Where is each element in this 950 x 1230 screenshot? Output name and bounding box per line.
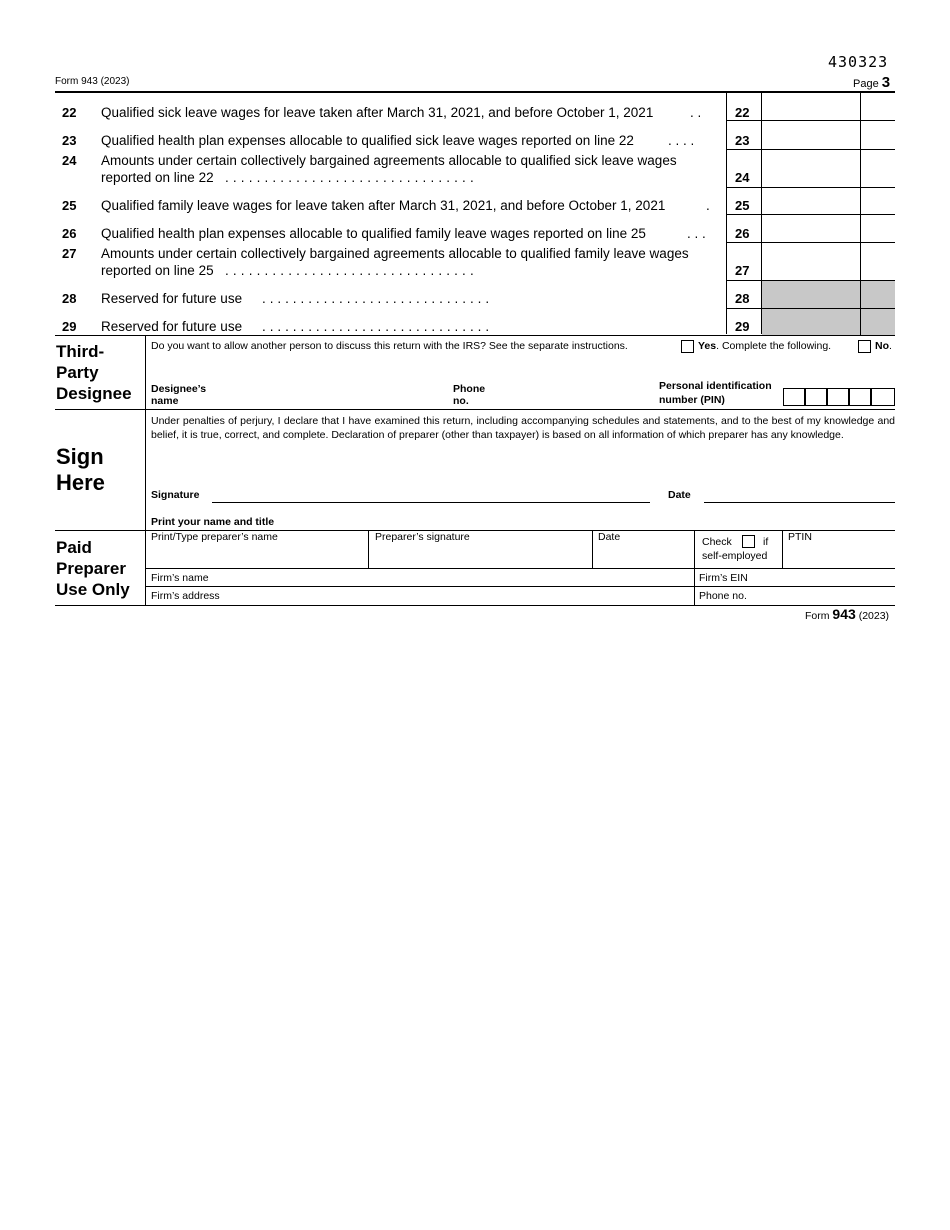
form-footer [805,606,889,622]
ptin-label: PTIN [788,531,812,543]
preparer-name-input[interactable] [146,545,368,568]
line-text: Reserved for future use [101,291,243,306]
preparer-phone-input[interactable] [752,587,895,605]
firm-ein-label: Firm’s EIN [699,572,748,584]
line-dots: . . . . . . . . . . . . . . . . . . . . . . . . . . . . . . . . [225,170,474,185]
line-29-shaded-amount [762,309,895,335]
pin-digit-box[interactable] [805,388,827,406]
line-25-amount[interactable] [762,188,860,214]
page-number: 3 [881,74,891,91]
phone-label-2: no. [453,395,469,407]
line-28-shaded-amount [762,281,895,308]
line-text-continued: reported on line 25 [101,263,214,278]
line-26-cents[interactable] [861,215,895,242]
line-number: 24 [62,153,77,168]
preparer-signature-label: Preparer’s signature [375,531,470,543]
preparer-date-label: Date [598,531,621,543]
preparer-title-3: Use Only [56,580,130,599]
line-22-amount[interactable] [762,93,860,120]
firm-address-label: Firm’s address [151,590,220,602]
section-rule [55,335,895,336]
page-label: Page [853,78,879,90]
firm-address-input[interactable] [225,587,694,605]
firm-ein-input[interactable] [752,569,895,586]
line-text: Reserved for future use [101,319,243,334]
yes-label-group [698,340,831,352]
third-party-title-3: Designee [56,384,132,403]
row-sep [726,280,895,281]
line-number: 25 [62,198,77,213]
line-25-cents[interactable] [861,188,895,214]
signature-line [212,502,650,503]
line-box-number: 22 [735,105,750,120]
phone-no-label: Phone no. [699,590,747,602]
pin-digit-box[interactable] [849,388,871,406]
form-identifier: Form 943 (2023) [55,76,130,87]
print-name-label: Print your name and title [151,516,275,528]
line-27-cents[interactable] [861,243,895,280]
page-indicator [853,74,890,91]
line-26-amount[interactable] [762,215,860,242]
third-party-title-2: Party [56,363,99,382]
preparer-date-input[interactable] [593,545,694,568]
line-box-number: 23 [735,133,750,148]
line-number: 27 [62,246,77,261]
if-label: if [763,536,769,548]
date-label: Date [668,489,691,501]
pin-label-1: Personal identification [659,380,772,392]
line-23-cents[interactable] [861,121,895,149]
self-employed-label: self-employed [702,550,768,562]
line-box-number: 27 [735,263,750,278]
no-suffix: . [889,340,892,352]
line-number: 28 [62,291,77,306]
date-input[interactable] [704,478,895,502]
line-dots: . . . . [668,133,695,148]
ptin-input[interactable] [783,545,895,568]
line-dots: . . . [687,226,706,241]
check-label: Check [702,536,732,548]
pin-digit-box[interactable] [827,388,849,406]
line-text: Qualified sick leave wages for leave taken after March 31, 2021, and before October 1, 2021 [101,105,654,120]
line-box-number: 24 [735,170,750,185]
yes-suffix: . Complete the following. [716,340,832,352]
box-divider [726,92,727,334]
line-number: 26 [62,226,77,241]
line-text: Amounts under certain collectively bargained agreements allocable to qualified sick leave wages [101,153,677,168]
designee-question: Do you want to allow another person to discuss this return with the IRS? See the separate instructions. [151,340,628,352]
line-box-number: 26 [735,226,750,241]
designee-name-label-2: name [151,395,179,407]
footer-form-word: Form [805,610,830,622]
firm-name-label: Firm’s name [151,572,209,584]
designee-name-label-1: Designee’s [151,383,207,395]
perjury-declaration: Under penalties of perjury, I declare that I have examined this return, including accompanying schedules and statements, and to the best of my knowledge and belief, it is true, correct, and complete. Declaration of preparer (other than taxpayer) is based on all information of which preparer has any knowledge. [151,415,895,441]
footer-form-number: 943 [832,606,856,622]
yes-label: Yes [698,340,717,352]
line-text: Qualified health plan expenses allocable to qualified family leave wages reported on line 25 [101,226,646,241]
line-24-cents[interactable] [861,150,895,187]
footer-year: (2023) [858,610,890,622]
line-text: Qualified health plan expenses allocable to qualified sick leave wages reported on line 22 [101,133,634,148]
no-label: No [875,340,889,352]
line-number: 23 [62,133,77,148]
line-dots: . . . . . . . . . . . . . . . . . . . . . . . . . . . . . . . . [225,263,474,278]
line-dots: . . [690,105,702,120]
self-employed-checkbox[interactable] [742,535,755,548]
sign-title-2: Here [56,470,105,495]
preparer-signature-input[interactable] [369,545,592,568]
preparer-title-2: Preparer [56,559,126,578]
line-22-cents[interactable] [861,93,895,120]
preparer-title-1: Paid [56,538,92,557]
yes-checkbox[interactable] [681,340,694,353]
line-box-number: 29 [735,319,750,334]
preparer-name-label: Print/Type preparer’s name [151,531,278,543]
sign-title-1: Sign [56,444,104,469]
barcode-number: 430323 [828,53,889,71]
line-dots: . [706,198,710,213]
line-number: 22 [62,105,77,120]
line-number: 29 [62,319,77,334]
signature-label: Signature [151,489,200,501]
line-23-amount[interactable] [762,121,860,149]
section-rule [55,605,895,606]
pin-digit-box[interactable] [871,388,895,406]
pin-label-2: number (PIN) [659,394,725,406]
date-line [704,502,895,503]
line-dots: . . . . . . . . . . . . . . . . . . . . . . . . . . . . . . [262,291,490,306]
third-party-title-1: Third- [56,342,105,361]
designee-name-input[interactable] [215,383,445,407]
pin-digit-box[interactable] [783,388,805,406]
line-dots: . . . . . . . . . . . . . . . . . . . . . . . . . . . . . . [262,319,490,334]
designee-phone-input[interactable] [475,383,650,407]
line-27-amount[interactable] [762,243,860,280]
firm-name-input[interactable] [215,569,694,586]
no-checkbox[interactable] [858,340,871,353]
line-24-amount[interactable] [762,150,860,187]
line-text: Amounts under certain collectively bargained agreements allocable to qualified family leave wages [101,246,689,261]
row-sep [726,308,895,309]
signature-input[interactable] [212,478,650,502]
phone-label-1: Phone [453,383,486,395]
section-rule [55,409,895,410]
line-box-number: 25 [735,198,750,213]
no-label-group [875,340,892,352]
line-box-number: 28 [735,291,750,306]
line-text-continued: reported on line 22 [101,170,214,185]
line-text: Qualified family leave wages for leave taken after March 31, 2021, and before October 1, 2021 [101,198,666,213]
